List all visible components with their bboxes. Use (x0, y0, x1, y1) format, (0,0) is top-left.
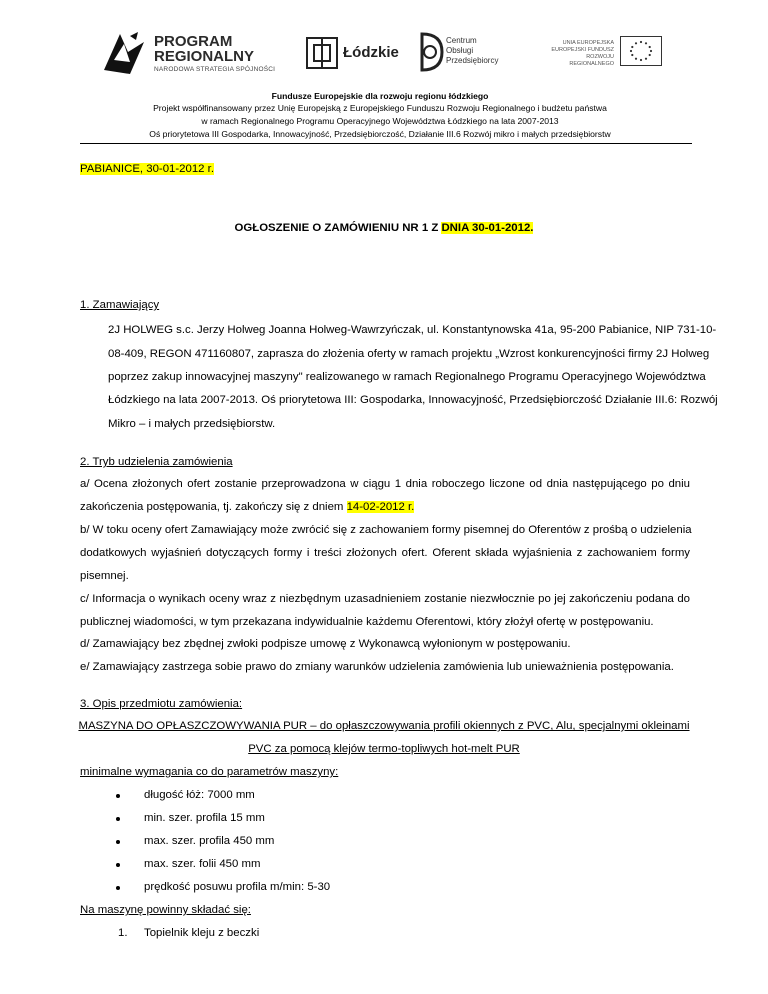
section1-heading: 1. Zamawiający (80, 299, 160, 311)
machine-description-line-2: PVC za pomocą klejów termo-topliwych hot-melt PUR (248, 743, 520, 755)
section2-a-line-2 (80, 500, 414, 514)
program-regionalny-subtitle: NARODOWA STRATEGIA SPÓJNOŚCI (154, 66, 276, 73)
header-logos (100, 28, 670, 80)
eu-flag-icon (620, 36, 662, 66)
section2-c-line-2: publicznej wiadomości, w tym przekazana indywidualnie każdemu Oferentowi, który złożył ofertę w postępowaniu. (80, 616, 654, 628)
section2-b-line-1: b/ W toku oceny ofert Zamawiający może zwrócić się z zachowaniem formy pisemnej do Oferentów z prośbą o udzielenia (80, 524, 692, 536)
lodzkie-text: Łódzkie (343, 44, 399, 61)
title-prefix: OGŁOSZENIE O ZAMÓWIENIU NR 1 Z (234, 222, 442, 234)
section1-line-3: poprzez zakup innowacyjnej maszyny" realizowanego w ramach Regionalnego Programu Operacyjnego Województwa (108, 371, 706, 383)
title-date: DNIA 30-01-2012. (441, 222, 534, 234)
document-title (0, 221, 768, 235)
section2-a-line-2-text: zakończenia postępowania, tj. zakończy się z dniem (80, 501, 347, 513)
header-line-4: Oś priorytetowa III Gospodarka, Innowacyjność, Przedsiębiorczość, Działanie III.6 Rozwój mikro i małych przedsiębiorstw (149, 129, 611, 139)
program-regionalny-logo (100, 28, 290, 80)
section2-d-line: d/ Zamawiający bez zbędnej zwłoki podpisze umowę z Wykonawcą wyłonionym w postępowaniu. (80, 638, 571, 650)
cop-logo (418, 28, 518, 80)
component-number: 1. (118, 927, 128, 939)
section2-e-line: e/ Zamawiający zastrzega sobie prawo do zmiany warunków udzielenia zamówienia lub unieważnienia postępowania. (80, 661, 674, 673)
section2-b-line-2: dodatkowych wyjaśnień dotyczących formy i treści złożonych ofert. Oferent składa wyjaśnienia z zachowaniem formy (80, 547, 690, 559)
bullet-icon (116, 840, 120, 844)
bullet-icon (116, 886, 120, 890)
eu-logo (542, 28, 672, 80)
section3-heading: 3. Opis przedmiotu zamówienia: (80, 698, 243, 710)
section2-a-line-1: a/ Ocena złożonych ofert zostanie przeprowadzona w ciągu 1 dnia roboczego liczone od dnia następującego po dniu (80, 478, 690, 490)
header-line-2: Projekt współfinansowany przez Unię Europejską z Europejskiego Funduszu Rozwoju Regionalnego i budżetu państwa (153, 103, 607, 113)
section1-line-5: Mikro – i małych przedsiębiorstw. (108, 418, 276, 430)
header-line-3: w ramach Regionalnego Programu Operacyjnego Województwa Łódzkiego na lata 2007-2013 (201, 116, 559, 126)
bullet-icon (116, 863, 120, 867)
params-heading: minimalne wymagania co do parametrów maszyny: (80, 766, 339, 778)
evaluation-date: 14-02-2012 r. (346, 501, 415, 513)
section2-c-line-1: c/ Informacja o wynikach oceny wraz z niezbędnym uzasadnieniem zostanie niezwłocznie po jej zakończeniu podana do (80, 593, 690, 605)
bullet-icon (116, 817, 120, 821)
param-item: max. szer. folii 450 mm (144, 858, 261, 870)
param-item: długość łóż: 7000 mm (144, 789, 255, 801)
header-line-1: Fundusze Europejskie dla rozwoju regionu łódzkiego (271, 91, 489, 101)
component-item: Topielnik kleju z beczki (144, 927, 260, 939)
cop-text: Centrum Obsługi Przedsiębiorcy (446, 36, 499, 65)
section1-line-2: 08-409, REGON 471160807, zaprasza do złożenia oferty w ramach projektu „Wzrost konkurencyjności firmy 2J Holweg (108, 348, 710, 360)
param-item: min. szer. profila 15 mm (144, 812, 265, 824)
machine-description-line-1: MASZYNA DO OPŁASZCZOWYWANIA PUR – do opłaszczowywania profili okiennych z PVC, Alu, specjalnymi okleinami (78, 720, 690, 732)
place-date (80, 162, 214, 176)
eu-text: UNIA EUROPEJSKA EUROPEJSKI FUNDUSZ ROZWOJU REGIONALNEGO (551, 40, 614, 67)
section2-b-line-3: pisemnej. (80, 570, 129, 582)
bullet-icon (116, 794, 120, 798)
header-divider (80, 143, 692, 144)
program-regionalny-emblem-icon (100, 30, 148, 78)
program-regionalny-title: PROGRAM REGIONALNY (154, 33, 255, 65)
components-heading: Na maszynę powinny składać się: (80, 904, 251, 916)
section1-line-4: Łódzkiego na lata 2007-2013. Oś priorytetowa III: Gospodarka, Innowacyjność, Przedsiębiorczość Działanie III.6: Rozwój (108, 394, 718, 406)
lodzkie-emblem-icon (305, 36, 339, 70)
section2-heading: 2. Tryb udzielenia zamówienia (80, 456, 233, 468)
param-item: max. szer. profila 450 mm (144, 835, 275, 847)
lodzkie-logo (305, 28, 415, 80)
section1-line-1: 2J HOLWEG s.c. Jerzy Holweg Joanna Holweg-Wawrzyńczak, ul. Konstantynowska 41a, 95-200 Pabianice, NIP 731-10- (108, 324, 717, 336)
place-date-text: PABIANICE, 30-01-2012 r. (80, 163, 215, 175)
param-item: prędkość posuwu profila m/min: 5-30 (144, 881, 331, 893)
cop-emblem-icon (418, 32, 444, 72)
